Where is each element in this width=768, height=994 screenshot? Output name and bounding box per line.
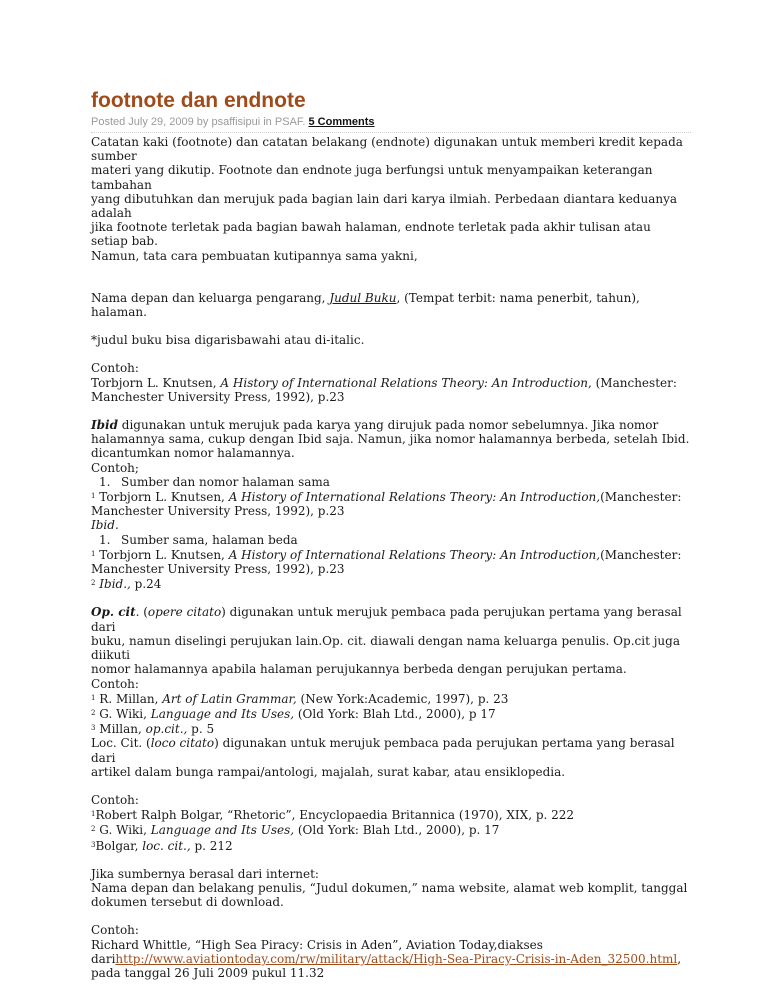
ibid-definition: Ibid digunakan untuk merujuk pada karya yang dirujuk pada nomor sebelumnya. Jika nomor xyxy=(91,418,659,433)
footnote-ref: $^1$ Torbjorn L. Knutsen, A History of International Relations Theory: An Introduction,(Manchester: xyxy=(91,490,682,505)
contoh-label: Contoh: xyxy=(91,923,139,938)
post-meta xyxy=(91,116,375,128)
footnote-ref: $^3$ Millan, op.cit., p. 5 xyxy=(91,722,215,737)
post-meta-text: Posted July 29, 2009 by psaffisipui in PSAF. xyxy=(91,116,306,128)
intro-paragraph xyxy=(91,135,691,263)
list-item: 1. Sumber sama, halaman beda xyxy=(99,532,298,547)
internet-example: Richard Whittle, “High Sea Piracy: Crisis in Aden”, Aviation Today,diakses xyxy=(91,937,543,952)
intro-line: Catatan kaki (footnote) dan catatan belakang (endnote) digunakan untuk memberi kredit kepada sumber xyxy=(91,135,683,164)
contoh-label: Contoh: xyxy=(91,676,139,691)
contoh-label: Contoh; xyxy=(91,460,139,475)
footnote-ref: $^2$ Ibid., p.24 xyxy=(91,577,162,592)
internet-heading: Jika sumbernya berasal dari internet: xyxy=(91,866,319,881)
citation-format: Nama depan dan keluarga pengarang, Judul Buku, (Tempat terbit: nama penerbit, tahun), halaman. xyxy=(91,290,640,320)
ibid-term: Ibid xyxy=(91,418,118,433)
loccit-definition: Loc. Cit. (loco citato) digunakan untuk merujuk pembaca pada perujukan pertama yang berasal dari xyxy=(91,736,675,765)
post-body: Catatan kaki (footnote) dan catatan belakang (endnote) digunakan untuk memberi kredit kepada sumber materi yang dikutip. Footnote dan endnote juga berfungsi untuk menyampaikan keterangan tambahan yang dibutuhkan dan merujuk pada bagian lain dari karya ilmiah. Perbedaan diantara keduanya adalah jika footnote terletak pada bagian bawah halaman, endnote terletak pada akhir tulisan atau setiap bab. Namun, tata cara pembuatan kutipannya sama yakni, Nama depan dan keluarga pengarang, Judul Buku, (Tempat terbit: nama penerbit, tahun), halaman. *judul buku bisa digarisbawahi atau di-italic. Contoh: Torbjorn L. Knutsen, A History of International Relations Theory: An Introduction, (Manchester: Manchester University Press, 1992), p.23 Ibid digunakan untuk merujuk pada karya yang dirujuk pada nomor sebelumnya. Jika nomor halamannya sama, cukup dengan Ibid saja. Namun, jika nomor halamannya berbeda, setelah Ibid. dicantumkan nomor halamannya. Contoh; 1. Sumber dan nomor halaman sama $^1$ Torbjorn L. Knutsen, A History of International Relations Theory: An Introduction,(Manchester: Manchester University Press, 1992), p.23 Ibid. 1. Sumber sama, halaman beda $^1$ Torbjorn L. Knutsen, A History of International Relations Theory: An Introduction,(Manchester: Manchester University Press, 1992), p.23 $^2$ Ibid., p.24 Op. cit. (opere citato) digunakan untuk merujuk pembaca pada perujukan pertama yang berasal dari buku, namun diselingi perujukan lain.Op. cit. diawali dengan nama keluarga penulis. Op.cit juga diikuti nomor halamannya apabila halaman perujukannya berbeda dengan perujukan pertama. Contoh: $^1$ R. Millan, Art of Latin Grammar, (New York:Academic, 1997), p. 23 $^2$ G. Wiki, Language and Its Uses, (Old York: Blah Ltd., 2000), p 17 $^3$ Millan, op.cit., p. 5 Loc. Cit. (loco citato) digunakan untuk merujuk pembaca pada perujukan pertama yang berasal dari artikel dalam bunga rampai/antologi, majalah, surat kabar, atau ensiklopedia. Contoh: $^1$Robert Ralph Bolgar, “Rhetoric”, Encyclopaedia Britannica (1970), XIX, p. 222 $^2$ G. Wiki, Language and Its Uses, (Old York: Blah Ltd., 2000), p. 17 $^3$Bolgar, loc. cit., p. 212 Jika sumbernya berasal dari internet: Nama depan dan belakang penulis, “Judul dokumen,” nama website, alamat web komplit, tanggal dokumen tersebut di download. Contoh: Richard Whittle, “High Sea Piracy: Crisis in Aden”, Aviation Today,diakses darihttp://www.aviationtoday.com/rw/military/attack/High-Sea-Piracy-Crisis-in-Aden_32500.html, pada tanggal 26 Juli 2009 pukul 11.32 xyxy=(91,135,690,980)
post-title: footnote dan endnote xyxy=(91,89,306,112)
internet-example-url-line: darihttp://www.aviationtoday.com/rw/military/attack/High-Sea-Piracy-Crisis-in-Aden_32500.html, xyxy=(91,951,682,966)
intro-line: materi yang dikutip. Footnote dan endnote juga berfungsi untuk menyampaikan keterangan tambahan xyxy=(91,163,653,192)
footnote-ref: $^1$ Torbjorn L. Knutsen, A History of International Relations Theory: An Introduction,(Manchester: xyxy=(91,547,682,562)
footnote-ref: $^2$ G. Wiki, Language and Its Uses, (Old York: Blah Ltd., 2000), p. 17 xyxy=(91,823,500,838)
book-title-placeholder: Judul Buku xyxy=(329,290,397,305)
list-item: 1. Sumber dan nomor halaman sama xyxy=(99,474,330,489)
title-divider xyxy=(91,132,691,133)
intro-line: jika footnote terletak pada bagian bawah halaman, endnote terletak pada akhir tulisan atau setiap bab. xyxy=(91,220,651,249)
intro-line: yang dibutuhkan dan merujuk pada bagian lain dari karya ilmiah. Perbedaan diantara keduanya adalah xyxy=(91,191,678,221)
intro-line: Namun, tata cara pembuatan kutipannya sama yakni, xyxy=(91,248,418,263)
example-citation-cont: Manchester University Press, 1992), p.23 xyxy=(91,389,345,404)
contoh-label: Contoh: xyxy=(91,792,139,807)
footnote-ref: $^1$ R. Millan, Art of Latin Grammar, (New York:Academic, 1997), p. 23 xyxy=(91,691,509,706)
source-url-link[interactable]: http://www.aviationtoday.com/rw/military/attack/High-Sea-Piracy-Crisis-in-Aden_32500.html xyxy=(115,951,678,966)
opcit-term: Op. cit xyxy=(91,605,136,620)
comments-link[interactable]: 5 Comments xyxy=(308,116,375,128)
opcit-definition: Op. cit. (opere citato) digunakan untuk merujuk pembaca pada perujukan pertama yang berasal dari xyxy=(91,605,682,634)
footnote-ref: $^2$ G. Wiki, Language and Its Uses, (Old York: Blah Ltd., 2000), p 17 xyxy=(91,706,496,721)
ibid-example: Ibid. xyxy=(91,518,119,533)
footnote-ref: $^1$Robert Ralph Bolgar, “Rhetoric”, Encyclopaedia Britannica (1970), XIX, p. 222 xyxy=(91,808,575,823)
italic-note: *judul buku bisa digarisbawahi atau di-italic. xyxy=(91,333,365,348)
example-citation: Torbjorn L. Knutsen, A History of International Relations Theory: An Introduction, (Manchester: xyxy=(91,375,677,390)
contoh-label: Contoh: xyxy=(91,361,139,376)
footnote-ref: $^3$Bolgar, loc. cit., p. 212 xyxy=(91,838,233,853)
